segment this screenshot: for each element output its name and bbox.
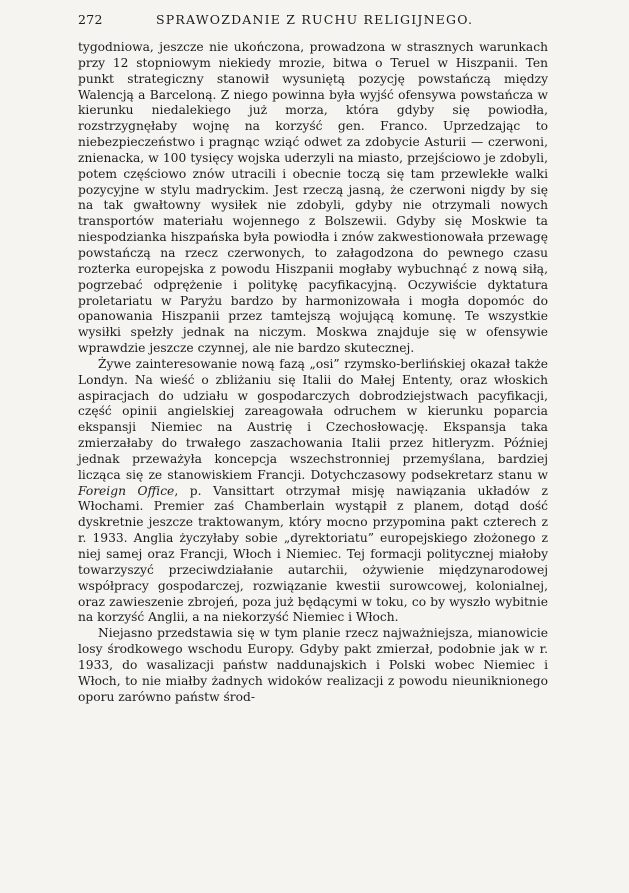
paragraph [78, 626, 548, 705]
paragraph-text: , p. Vansittart otrzymał misję nawiązania układów z Włochami. Premier zaś Chamberlain wystąpił z planem, dotąd dość dyskretnie jeszcze traktowanym, który mocno przypomina pakt czterech z r. 1933. Anglia życzyłaby sobie „dyrektoriatu” europejskiego złożonego z niej samej oraz Francji, Włoch i Niemiec. Tej formacji politycznej miałoby towarzyszyć przeciwdziałanie autarchii, ożywienie międzynarodowej współpracy gospodarczej, rozwiązanie kwestii surowcowej, kolonialnej, oraz zawieszenie zbrojeń, poza już będącymi w toku, co by wyszło wybitnie na korzyść Anglii, a na niekorzyść Niemiec i Włoch. [78, 483, 548, 625]
paragraph [78, 357, 548, 626]
paragraph-text: Żywe zainteresowanie nową fazą „osi” rzymsko-berlińskiej okazał także Londyn. Na wieść o zbliżaniu się Italii do Małej Ententy, oraz włoskich aspiracjach do udziału w gospodarczych dobrodziejstwach pacyfikacji, część opinii angielskiej zareagowała odruchem w kierunku poparcia ekspansji Niemiec na Austrię i Czechosłowację. Ekspansja taka zmierzałaby do trwałego zaszachowania Italii przez hitleryzm. Później jednak przeważyła koncepcja wszechstronniej przemyślana, bardziej licząca się ze stanowiskiem Francji. Dotychczasowy podsekretarz stanu w [78, 356, 548, 482]
page-number: 272 [78, 12, 103, 27]
body-text [78, 40, 548, 705]
italic-term: Foreign Office [78, 483, 175, 498]
paragraph [78, 40, 548, 357]
page-header [78, 8, 548, 30]
paragraph-text: tygodniowa, jeszcze nie ukończona, prowadzona w strasznych warunkach przy 12 stopniowym niekiedy mrozie, bitwa o Teruel w Hiszpanii. Ten punkt strategiczny stanowił wysuniętą pozycję powstańczą między Walencją a Barceloną. Z niego powinna była wyjść ofensywa powstańcza w kierunku niedalekiego już morza, która gdyby się powiodła, rozstrzygnęłaby wojnę na korzyść gen. Franco. Uprzedzając to niebezpieczeństwo i pragnąc wziąć odwet za zdobycie Asturii — czerwoni, znienacka, w 100 tysięcy wojska uderzyli na miasto, przejściowo je zdobyli, potem częściowo znów utracili i obecnie toczą się tam przewlekłe walki pozycyjne w stylu madryckim. Jest rzeczą jasną, że czerwoni nigdy by się na tak gwałtowny wysiłek nie zdobyli, gdyby nie otrzymali nowych transportów materiału wojennego z Bolszewii. Gdyby się Moskwie ta niespodzianka hiszpańska była powiodła i znów zakwestionowała przewagę powstańczą na rzecz czerwonych, to załagodzona do pewnego czasu rozterka europejska z powodu Hiszpanii mogłaby wybuchnąć z nową siłą, pogrzebać odprężenie i politykę pacyfikacyjną. Oczywiście dyktatura proletariatu w Paryżu bardzo by harmonizowała i mogła dopomóc do opanowania Hiszpanii przez tamtejszą wojującą komunę. Te wszystkie wysiłki spełzły jednak na niczym. Moskwa znajduje się w ofensywie wprawdzie jeszcze czynnej, ale nie bardzo skutecznej. [78, 40, 548, 356]
paragraph-text: Niejasno przedstawia się w tym planie rzecz najważniejsza, mianowicie losy środkowego wschodu Europy. Gdyby pakt zmierzał, podobnie jak w r. 1933, do wasalizacji państw naddunajskich i Polski wobec Niemiec i Włoch, to nie miałby żadnych widoków realizacji z powodu nieuniknionego oporu zarówno państw środ- [78, 626, 548, 704]
running-title: SPRAWOZDANIE Z RUCHU RELIGIJNEGO. [156, 12, 474, 27]
